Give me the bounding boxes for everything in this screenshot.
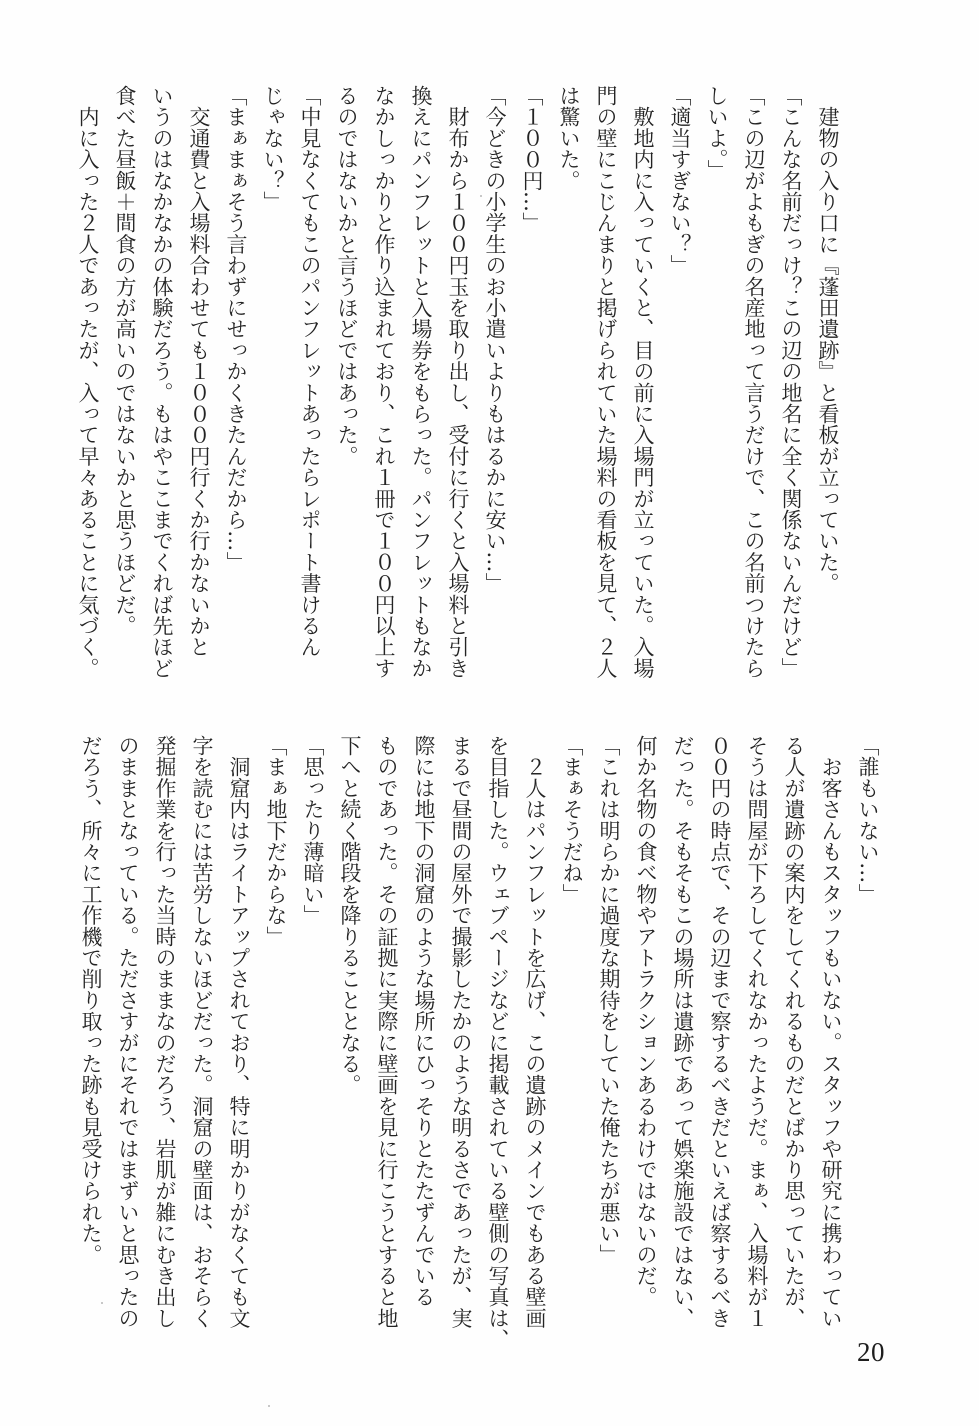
scan-speck [101,1302,103,1304]
text-line: お客さんもスタッフもいない。スタッフや研究に携わってい [819,735,843,1329]
text-line: 門の壁にこじんまりと掲げられていた場料の看板を見て、２人 [594,85,618,679]
lower-text-block [72,735,886,1350]
text-line: そうは問屋が下ろしてくれなかったようだ。まぁ、入場料が１ [745,735,769,1329]
text-line: しいよ。」 [705,85,729,181]
upper-text-block [69,85,846,681]
text-line: 何か名物の食べ物やアトラクションあるわけではないのだ。 [634,735,658,1308]
text-line: 「思ったり薄暗い」 [301,735,325,926]
text-line: 字を読むには苦労しないほどだった。洞窟の壁面は、おそらく [190,735,214,1329]
text-line: だった。そもそもこの場所は遺跡であって娯楽施設ではない、 [671,735,695,1329]
scan-speck [480,195,482,197]
text-line: 食べた昼飯＋間食の方が高いのではないかと思うほどだ。 [113,85,137,637]
text-line: は驚いた。 [557,85,581,191]
text-line: 換えにパンフレットと入場券をもらった。パンフレットもなか [409,85,433,679]
text-line: 「これは明らかに過度な期待をしていた俺たちが悪い」 [597,735,621,1265]
text-line: 「まぁまぁそう言わずにせっかくきたんだから…」 [224,85,248,573]
text-line: ものであった。その証拠に実際に壁画を見に行こうとすると地 [375,735,399,1329]
text-line: 「中見なくてもこのパンフレットあったらレポート書けるん [298,85,322,658]
text-line: のままとなっている。たださすがにそれではまずいと思ったの [116,735,140,1329]
text-line: だろう、所々に工作機で削り取った跡も見受けられた。 [79,735,103,1265]
text-line: 下へと続く階段を降りることとなる。 [338,735,362,1096]
text-line: 交通費と入場料合わせても１０００円行くか行かないかと [187,85,211,658]
text-line: 「まぁそうだね」 [560,735,584,905]
page-number: 20 [857,1337,885,1367]
text-line: じゃない？」 [261,85,285,213]
text-line: 発掘作業を行った当時のままなのだろう、岩肌が雑にむき出し [153,735,177,1329]
text-line: 内に入った２人であったが、入って早々あることに気づく。 [76,85,100,679]
text-line: なかしっかりと作り込まれており、これ１冊で１００円以上す [372,85,396,679]
text-line: 「１００円…」 [520,85,544,234]
text-line: いうのはなかなかの体験だろう。もはやここまでくれば先ほど [150,85,174,679]
text-line: 建物の入り口に『蓬田遺跡』と看板が立っていた。 [816,85,840,594]
text-line: ００円の時点で、その辺まで察するべきだといえば察するべき [708,735,732,1329]
text-line: 洞窟内はライトアップされており、特に明かりがなくても文 [227,735,251,1329]
text-line: 「適当すぎない？」 [668,85,692,276]
text-line: る人が遺跡の案内をしてくれるものだとばかり思っていたが、 [782,735,806,1329]
text-line: を目指した。ウェブページなどに掲載されている壁側の写真は、 [486,735,510,1350]
scan-speck [268,1405,270,1407]
text-line: 財布から１００円玉を取り出し、受付に行くと入場料と引き [446,85,470,679]
text-line: まるで昼間の屋外で撮影したかのような明るさであったが、実 [449,735,473,1329]
text-line: 「こんな名前だっけ？この辺の地名に全く関係ないんだけど」 [779,85,803,679]
text-line: 「この辺がよもぎの名産地って言うだけで、この名前つけたら [742,85,766,679]
text-line: 「今どきの小学生のお小遣いよりもはるかに安い…」 [483,85,507,594]
text-line: 敷地内に入っていくと、目の前に入場門が立っていた。入場 [631,85,655,679]
text-line: 「まぁ地下だからな」 [264,735,288,947]
text-line: るのではないかと言うほどではあった。 [335,85,359,467]
text-line: ２人はパンフレットを広げ、この遺跡のメインでもある壁画 [523,735,547,1329]
text-line: 際には地下の洞窟のような場所にひっそりとたたずんでいる [412,735,436,1308]
text-line: 「誰もいない…」 [856,735,880,905]
